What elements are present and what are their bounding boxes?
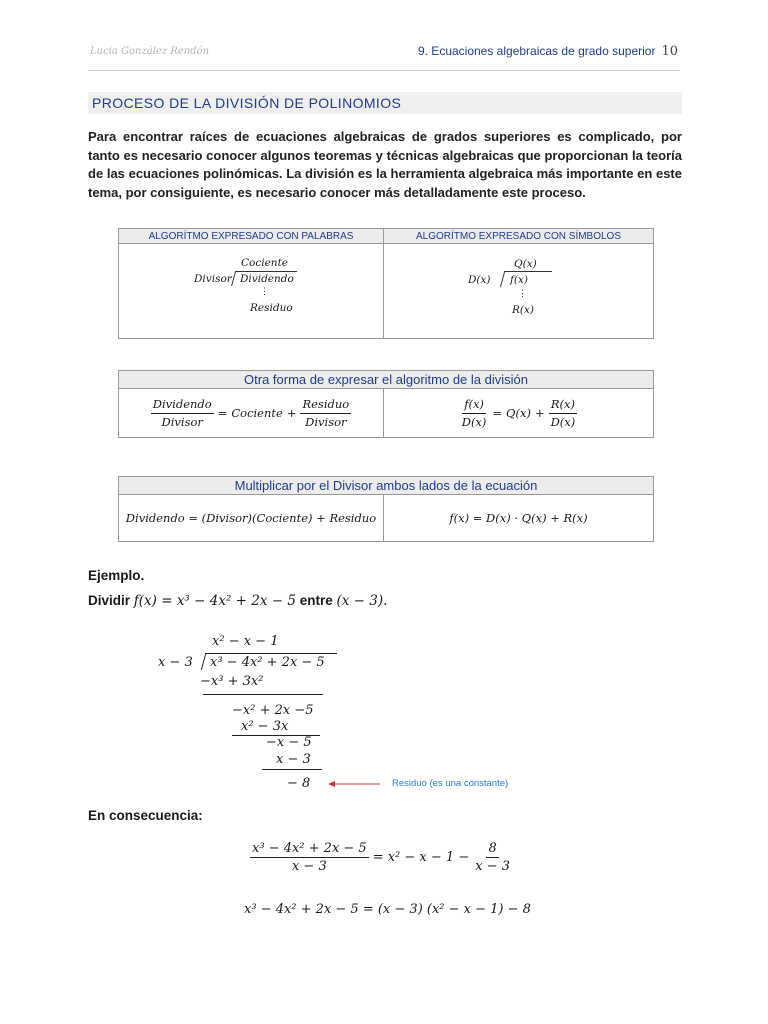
multiply-title: Multiplicar por el Divisor ambos lados de la ecuación (119, 477, 654, 495)
fraction-dividend-divisor (151, 396, 214, 431)
ld-step4: −x − 5 (266, 735, 312, 750)
prompt-divisor: (x − 3). (336, 593, 388, 609)
prompt-prefix: Dividir (88, 593, 131, 608)
prompt-between: entre (299, 593, 333, 608)
page-number: 10 (661, 44, 678, 59)
words-dividend: Dividendo (240, 273, 294, 285)
ld-dividend: x³ − 4x² + 2x − 5 (210, 655, 325, 670)
chapter-title: 9. Ecuaciones algebraicas de grado superior (417, 44, 656, 58)
other-form-words-cell (119, 389, 384, 438)
equals-sign: = (217, 406, 228, 420)
conclusion-equation-2: x³ − 4x² + 2x − 5 = (x − 3) (x² − x − 1) − 8 (244, 902, 531, 917)
header-author: Lucia González Rendón (90, 46, 210, 57)
division-bar (504, 271, 552, 272)
symbols-remainder: R(x) (512, 304, 535, 316)
denominator: D(x) (461, 414, 487, 429)
fraction-remainder (473, 840, 512, 875)
ld-bar-1 (203, 694, 323, 695)
division-bar (235, 271, 297, 272)
algorithm-words-cell (119, 244, 384, 339)
header-chapter (418, 44, 678, 59)
ld-bar-3 (262, 769, 322, 770)
fraction-remainder-divisor (300, 396, 351, 431)
remainder-note: Residuo (es una constante) (392, 778, 509, 789)
numerator: Dividendo (151, 396, 214, 414)
example-prompt (88, 593, 387, 609)
other-form-title: Otra forma de expresar el algoritmo de la división (119, 371, 654, 389)
words-remainder: Residuo (250, 302, 293, 314)
ld-step5: x − 3 (276, 752, 311, 767)
ld-bracket (201, 654, 206, 670)
ld-divisor: x − 3 (158, 655, 193, 670)
col-header-symbols: ALGORÍTMO EXPRESADO CON SÍMBOLOS (384, 229, 654, 244)
prompt-function: f(x) = x³ − 4x² + 2x − 5 (133, 593, 296, 609)
header-divider (88, 70, 680, 71)
numerator: x³ − 4x² + 2x − 5 (252, 841, 367, 856)
multiply-symbols-cell (384, 495, 654, 542)
fraction-r-over-d (549, 396, 578, 431)
example-heading: Ejemplo. (88, 568, 145, 583)
numerator: Residuo (300, 396, 351, 414)
words-quotient: Cociente (241, 257, 289, 269)
ld-top-bar (205, 653, 337, 654)
numerator: 8 (488, 841, 497, 856)
multiply-words-equation: Dividendo = (Divisor)(Cociente) + Residuo (125, 511, 377, 525)
multiply-symbols-equation: f(x) = D(x) · Q(x) + R(x) (449, 511, 588, 525)
conclusion-equation-1 (250, 840, 512, 875)
symbols-quotient: Q(x) (514, 258, 537, 270)
quotient-term: Cociente (231, 406, 283, 420)
section-title: PROCESO DE LA DIVISIÓN DE POLINOMIOS (88, 92, 682, 114)
col-header-words: ALGORÍTMO EXPRESADO CON PALABRAS (119, 229, 384, 244)
multiply-table (118, 476, 654, 542)
symbols-divisor: D(x) (468, 274, 491, 286)
intro-paragraph: Para encontrar raíces de ecuaciones algebraicas de grados superiores es complicado, por tanto es necesario conocer algunos teoremas y técnicas algebraicas que proporcionan la teoría de las ecuaciones polinómicas. La división es la herramienta algebraica más importante en este tema, por consiguiente, es necesario conocer más detalladamente este proceso. (88, 129, 682, 200)
ld-step2: −x² + 2x −5 (232, 703, 314, 718)
denominator: x − 3 (291, 859, 327, 874)
numerator: f(x) (462, 396, 486, 414)
multiply-words-cell (119, 495, 384, 542)
denominator: x − 3 (475, 859, 510, 874)
denominator: D(x) (550, 414, 576, 429)
conclusion-heading: En consecuencia: (88, 808, 203, 823)
fraction-polynomial (250, 840, 369, 875)
denominator: Divisor (305, 414, 347, 429)
quotient-term: Q(x) (506, 406, 531, 420)
denominator: Divisor (161, 414, 203, 429)
algorithm-symbols-cell (384, 244, 654, 339)
other-form-table (118, 370, 654, 438)
equation-rhs: = x² − x − 1 − (372, 850, 470, 865)
ld-step3: x² − 3x (241, 719, 289, 734)
symbols-dots: ⋮ (518, 289, 527, 299)
words-dots: ⋮ (260, 287, 269, 297)
plus-sign: + (534, 406, 545, 420)
ld-step1: −x³ + 3x² (200, 674, 264, 689)
ld-quotient: x² − x − 1 (212, 634, 279, 649)
equals-sign: = (492, 406, 503, 420)
division-bracket (500, 272, 505, 287)
words-divisor: Divisor (194, 273, 232, 285)
other-form-symbols-cell (384, 389, 654, 438)
algorithm-table (118, 228, 654, 339)
numerator: R(x) (549, 396, 577, 414)
plus-sign: + (286, 406, 297, 420)
symbols-dividend: f(x) (510, 274, 529, 286)
fraction-f-over-d (460, 396, 489, 431)
ld-remainder: − 8 (287, 776, 311, 791)
remainder-arrow-icon (326, 778, 382, 790)
